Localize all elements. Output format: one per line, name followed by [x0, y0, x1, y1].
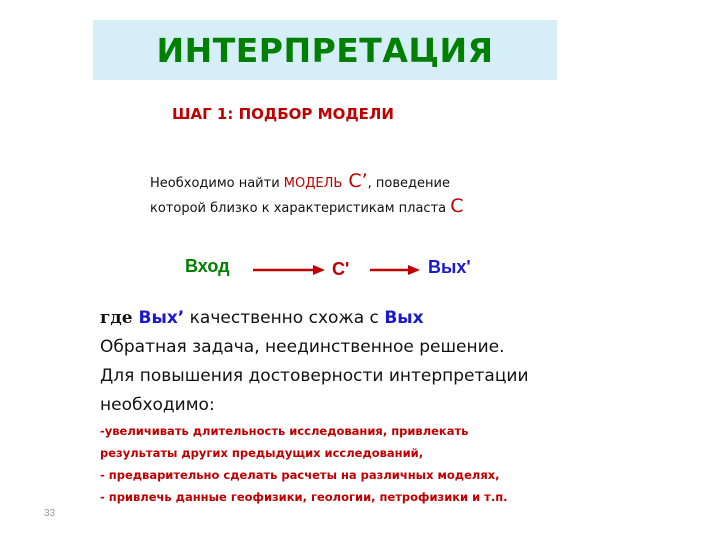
- body-line-3: Для повышения достоверности интерпретации: [100, 366, 529, 386]
- model-symbol: С’: [342, 170, 368, 192]
- list-item: результаты других предыдущих исследований,: [100, 446, 424, 460]
- list-item: -увеличивать длительность исследования, привлекать: [100, 424, 469, 438]
- arrow-right-icon: [370, 265, 420, 275]
- page-number: 33: [44, 508, 56, 519]
- reservoir-symbol: С: [450, 195, 464, 217]
- intro-paragraph: [150, 170, 590, 220]
- output-prime: Вых’: [138, 308, 185, 328]
- intro-text-2: которой близко к характеристикам пласта: [150, 201, 451, 216]
- flow-output: Вых': [428, 257, 471, 277]
- flow-model: С': [332, 259, 350, 279]
- flow-input: Вход: [185, 256, 230, 276]
- list-item: - привлечь данные геофизики, геологии, петрофизики и т.п.: [100, 490, 508, 504]
- list-item: - предварительно сделать расчеты на различных моделях,: [100, 468, 500, 482]
- intro-line-2: [150, 195, 590, 220]
- body-line-4: необходимо:: [100, 395, 215, 415]
- step-heading: ШАГ 1: ПОДБОР МОДЕЛИ: [172, 105, 394, 123]
- title-banner: [93, 20, 557, 80]
- flow-diagram: [185, 254, 515, 282]
- recommendations-list: [100, 420, 700, 508]
- slide-title: ИНТЕРПРЕТАЦИЯ: [156, 30, 494, 70]
- body-line-1: [100, 304, 700, 333]
- similar-text: качественно схожа с: [184, 308, 385, 328]
- body-line-2: Обратная задача, неединственное решение.: [100, 337, 505, 357]
- output-ref: Вых: [384, 308, 424, 328]
- intro-text-end: , поведение: [367, 176, 450, 191]
- arrow-right-icon: [253, 265, 325, 275]
- body-text: [100, 304, 700, 420]
- intro-text: Необходимо найти: [150, 176, 284, 191]
- model-word: МОДЕЛЬ: [283, 176, 343, 191]
- intro-line-1: [150, 170, 590, 195]
- where-word: где: [100, 308, 139, 328]
